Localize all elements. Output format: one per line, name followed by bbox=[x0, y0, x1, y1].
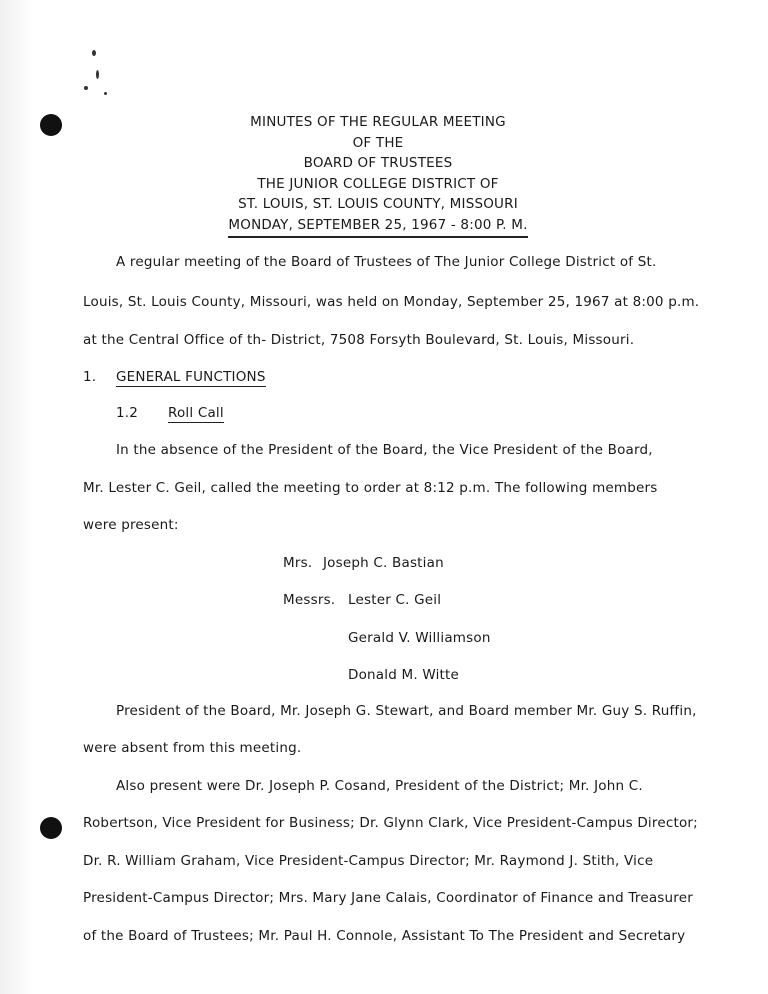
header-line-3: BOARD OF TRUSTEES bbox=[303, 155, 453, 171]
also-present-line-5: of the Board of Trustees; Mr. Paul H. Connole, Assistant To The President and Secretary bbox=[83, 928, 686, 944]
scan-edge-shadow bbox=[0, 0, 34, 994]
header-date-line: MONDAY, SEPTEMBER 25, 1967 - 8:00 P. M. bbox=[228, 215, 527, 239]
punch-hole-bottom bbox=[40, 817, 62, 839]
scan-speck bbox=[84, 86, 88, 90]
minutes-header bbox=[150, 112, 606, 238]
section-number: 1. bbox=[83, 369, 97, 385]
intro-line-1: A regular meeting of the Board of Trustees of The Junior College District of St. bbox=[116, 254, 657, 270]
roll-call-line-2: Mr. Lester C. Geil, called the meeting to order at 8:12 p.m. The following members bbox=[83, 480, 658, 496]
also-present-line-3: Dr. R. William Graham, Vice President-Campus Director; Mr. Raymond J. Stith, Vice bbox=[83, 853, 654, 869]
subsection-number: 1.2 bbox=[116, 405, 139, 421]
member-name: Donald M. Witte bbox=[348, 667, 460, 683]
member-mrs-label: Mrs. bbox=[283, 555, 313, 571]
section-title: GENERAL FUNCTIONS bbox=[116, 369, 266, 385]
intro-line-3: at the Central Office of th- District, 7508 Forsyth Boulevard, St. Louis, Missouri. bbox=[83, 332, 635, 348]
member-messrs-label: Messrs. bbox=[283, 592, 336, 608]
header-line-1: MINUTES OF THE REGULAR MEETING bbox=[250, 114, 506, 130]
member-name: Gerald V. Williamson bbox=[348, 630, 491, 646]
scan-speck bbox=[104, 92, 107, 95]
also-present-line-2: Robertson, Vice President for Business; Dr. Glynn Clark, Vice President-Campus Director; bbox=[83, 815, 698, 831]
roll-call-line-1: In the absence of the President of the Board, the Vice President of the Board, bbox=[116, 442, 653, 458]
scan-speck bbox=[96, 70, 99, 79]
member-name: Lester C. Geil bbox=[348, 592, 442, 608]
absent-line-1: President of the Board, Mr. Joseph G. Stewart, and Board member Mr. Guy S. Ruffin, bbox=[116, 703, 697, 719]
header-line-2: OF THE bbox=[352, 134, 404, 151]
roll-call-line-3: were present: bbox=[83, 517, 179, 533]
intro-line-2: Louis, St. Louis County, Missouri, was held on Monday, September 25, 1967 at 8:00 p.m. bbox=[83, 294, 700, 310]
subsection-title: Roll Call bbox=[168, 405, 224, 421]
also-present-line-1: Also present were Dr. Joseph P. Cosand, President of the District; Mr. John C. bbox=[116, 778, 643, 794]
member-mrs-name: Joseph C. Bastian bbox=[323, 555, 444, 571]
punch-hole-top bbox=[40, 114, 62, 136]
absent-line-2: were absent from this meeting. bbox=[83, 740, 302, 756]
scan-speck bbox=[92, 50, 96, 56]
header-line-5: ST. LOUIS, ST. LOUIS COUNTY, MISSOURI bbox=[238, 196, 518, 212]
header-line-4: THE JUNIOR COLLEGE DISTRICT OF bbox=[257, 175, 499, 192]
also-present-line-4: President-Campus Director; Mrs. Mary Jane Calais, Coordinator of Finance and Treasurer bbox=[83, 890, 693, 906]
